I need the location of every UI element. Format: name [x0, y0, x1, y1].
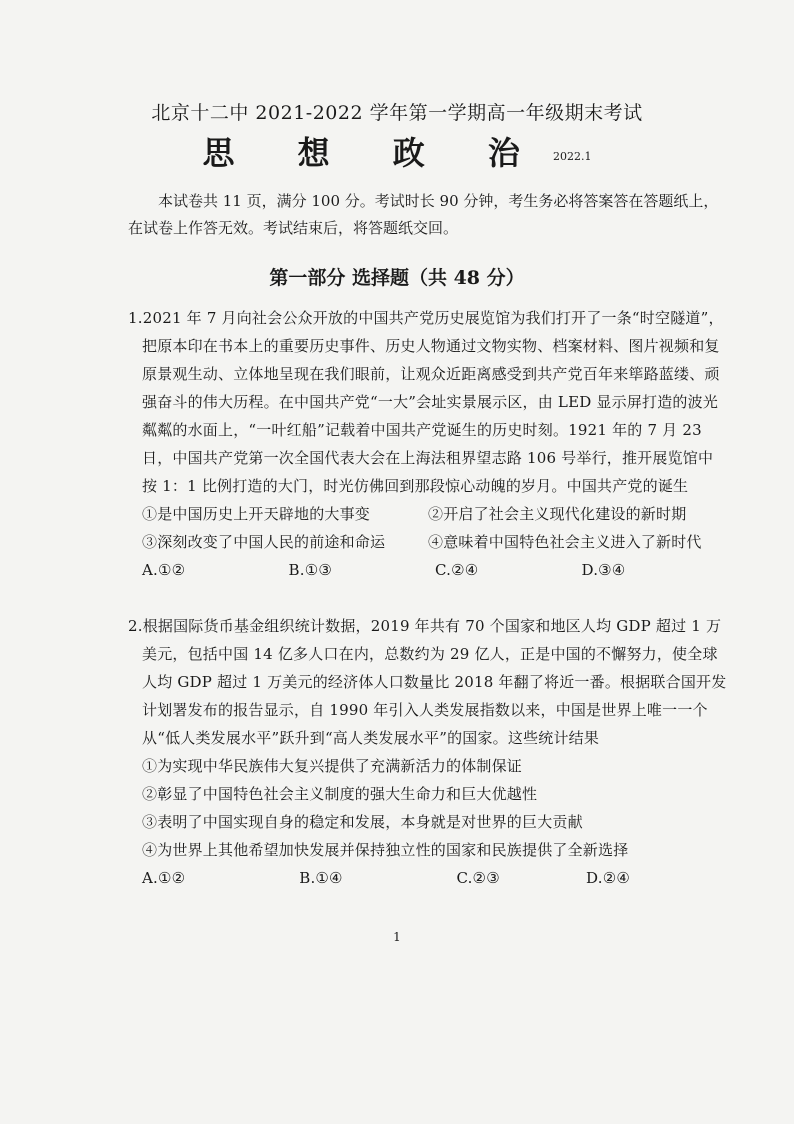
exam-instructions: 本试卷共 11 页，满分 100 分。考试时长 90 分钟，考生务必将答案答在答题纸上，在试卷上作答无效。考试结束后，将答题纸交回。: [128, 192, 719, 237]
question-stem: 2.根据国际货币基金组织统计数据，2019 年共有 70 个国家和地区人均 GDP 超过 1 万美元，包括中国 14 亿多人口在内，总数约为 29 亿人，正是中国的不懈努力，使全球人均 GDP 超过 1 万美元的经济体人口数量比 2018 年翻了将近一番。根据联合国开发计划署发布的报告显示，自 1990 年引入人类发展指数以来，中国是世界上唯一一个从“低人类发展水平”跃升到“高人类发展水平”的国家。这些统计结果: [128, 617, 727, 747]
choice-c: C.②③: [456, 869, 500, 887]
statement-option: ④为世界上其他希望加快发展并保持独立性的国家和民族提供了全新选择: [142, 841, 629, 859]
choice-d: D.③④: [581, 561, 626, 579]
statement-options: [128, 500, 728, 556]
choice-a: A.①②: [142, 869, 186, 887]
question-2: [128, 612, 728, 892]
choice-c: C.②④: [435, 561, 479, 579]
choice-b: B.①③: [288, 561, 332, 579]
question-stem: 1.2021 年 7 月向社会公众开放的中国共产党历史展览馆为我们打开了一条“时空隧道”，把原本印在书本上的重要历史事件、历史人物通过文物实物、档案材料、图片视频和复原景观生动、立体地呈现在我们眼前，让观众近距离感受到共产党百年来筚路蓝缕、顽强奋斗的伟大历程。在中国共产党“一大”会址实景展示区，由 LED 显示屏打造的波光粼粼的水面上，“一叶红船”记载着中国共产党诞生的历史时刻。1921 年的 7 月 23 日，中国共产党第一次全国代表大会在上海法租界望志路 106 号举行，推开展览馆中按 1：1 比例打造的大门，时光仿佛回到那段惊心动魄的岁月。中国共产党的诞生: [128, 309, 724, 495]
title-row: [0, 128, 794, 176]
exam-header: 北京十二中 2021-2022 学年第一学期高一年级期末考试: [151, 102, 643, 124]
choice-a: A.①②: [142, 561, 186, 579]
exam-date: 2022.1: [553, 150, 592, 163]
question-1: [128, 304, 728, 584]
statement-option: ②开启了社会主义现代化建设的新时期: [428, 505, 687, 523]
choice-b: B.①④: [299, 869, 343, 887]
statement-option: ③表明了中国实现自身的稳定和发展，本身就是对世界的巨大贡献: [142, 813, 583, 831]
statement-option: ④意味着中国特色社会主义进入了新时代: [428, 533, 702, 551]
page-number: 1: [393, 930, 401, 944]
statement-option: ②彰显了中国特色社会主义制度的强大生命力和巨大优越性: [142, 785, 538, 803]
subject-title: 思 想 政 治: [202, 134, 546, 172]
section-title: 第一部分 选择题（共 48 分）: [269, 267, 525, 289]
statement-option: ①为实现中华民族伟大复兴提供了充满新活力的体制保证: [142, 757, 523, 775]
statement-option: ①是中国历史上开天辟地的大事变: [142, 505, 371, 523]
choice-d: D.②④: [586, 869, 630, 887]
answer-choices: [128, 556, 728, 584]
answer-choices: [128, 864, 728, 892]
statement-option: ③深刻改变了中国人民的前途和命运: [142, 533, 386, 551]
